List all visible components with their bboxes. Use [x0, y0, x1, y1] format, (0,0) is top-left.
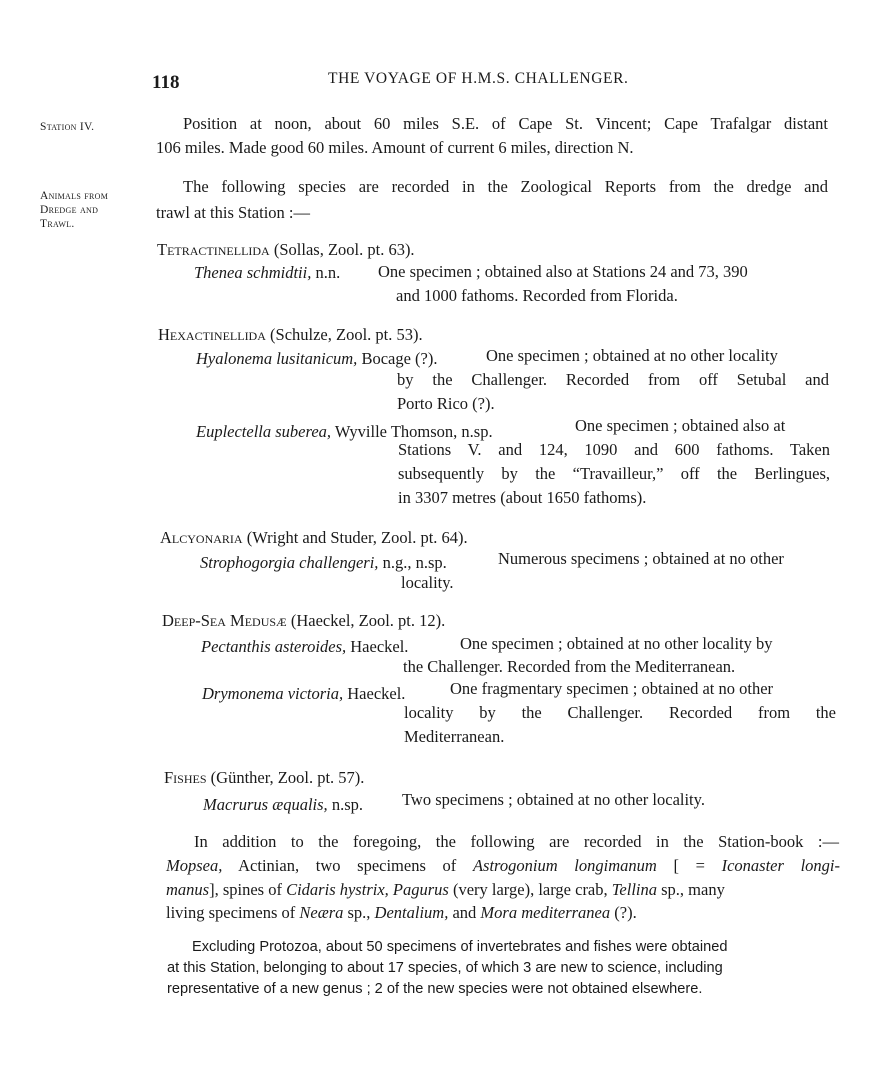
group-reference: (Wright and Studer, Zool. pt. 64). — [242, 528, 468, 547]
position-line-1: Position at noon, about 60 miles S.E. of Cape St. Vincent; Cape Trafalgar distant — [183, 114, 828, 133]
group-reference: (Günther, Zool. pt. 57). — [206, 768, 365, 787]
group-heading-alcyonaria — [160, 528, 468, 548]
summary-line-1: Excluding Protozoa, about 50 specimens of invertebrates and fishes were obtained — [192, 939, 728, 955]
species-name: Strophogorgia challengeri, — [200, 553, 379, 572]
species-note-line: One specimen ; obtained also at Stations 24 and 73, 390 — [378, 262, 748, 281]
species-name: manus — [166, 880, 210, 899]
species-note-line: locality by the Challenger. Recorded from the — [404, 703, 836, 722]
text-run: ], spines of — [209, 880, 287, 899]
species-name: Macrurus æqualis, — [203, 795, 328, 814]
species-name: Thenea schmidtii, — [194, 263, 312, 282]
margin-note-line: Animals from — [40, 190, 109, 202]
group-heading-hexactinellida — [158, 325, 423, 345]
species-note-line: Stations V. and 124, 1090 and 600 fathoms. Taken — [398, 440, 830, 459]
group-name: Hexactinellida — [158, 325, 266, 344]
station-book-line-3 — [166, 880, 840, 900]
text-run: sp., many — [657, 880, 725, 899]
position-line-2: 106 miles. Made good 60 miles. Amount of current 6 miles, direction N. — [156, 138, 634, 157]
margin-note-line: Trawl. — [40, 218, 75, 230]
species-pectanthis — [201, 637, 408, 657]
species-note-line: the Challenger. Recorded from the Mediterranean. — [403, 657, 736, 676]
species-hyalonema — [196, 349, 437, 369]
species-note-line: in 3307 metres (about 1650 fathoms). — [398, 488, 647, 507]
margin-note-station: Station IV. — [40, 121, 95, 133]
species-note-line: by the Challenger. Recorded from off Setubal and — [397, 370, 829, 389]
genus-name: Dentalium, — [374, 903, 449, 922]
running-title: THE VOYAGE OF H.M.S. CHALLENGER. — [328, 70, 629, 87]
species-note-line: One specimen ; obtained at no other locality by — [460, 634, 773, 653]
species-note-line: One specimen ; obtained at no other locality — [486, 346, 778, 365]
summary-line-2: at this Station, belonging to about 17 species, of which 3 are new to science, including — [167, 960, 723, 976]
genus-name: Pagurus — [392, 880, 449, 899]
text-run: living specimens of — [166, 903, 300, 922]
intro-line-2: trawl at this Station :— — [156, 203, 310, 222]
species-name: Iconaster longi- — [721, 856, 840, 875]
species-note-line: One specimen ; obtained also at — [575, 416, 786, 435]
species-name: Astrogonium longimanum — [472, 856, 657, 875]
group-reference: (Schulze, Zool. pt. 53). — [265, 325, 423, 344]
species-name: Hyalonema lusitanicum, — [196, 349, 358, 368]
species-strophogorgia — [200, 553, 447, 573]
group-heading-medusae — [162, 611, 445, 631]
species-note-line: Porto Rico (?). — [397, 394, 495, 413]
genus-name: Mopsea, — [166, 856, 223, 875]
text-run: (?). — [610, 903, 637, 922]
group-name: Fishes — [164, 768, 207, 787]
group-name: Alcyonaria — [160, 528, 243, 547]
species-author: Bocage (?). — [357, 349, 438, 368]
species-thenea — [194, 263, 340, 283]
group-name: Tetractinellida — [157, 240, 270, 259]
summary-line-3: representative of a new genus ; 2 of the new species were not obtained elsewhere. — [167, 981, 703, 997]
station-book-line-4 — [166, 903, 637, 923]
group-reference: (Sollas, Zool. pt. 63). — [269, 240, 415, 259]
page-number: 118 — [152, 72, 180, 93]
species-note-line: subsequently by the “Travailleur,” off the Berlingues, — [398, 464, 830, 483]
text-run: [ = — [656, 856, 722, 875]
station-book-line-2 — [166, 856, 840, 876]
intro-line-1: The following species are recorded in the Zoological Reports from the dredge and — [183, 177, 828, 196]
group-reference: (Haeckel, Zool. pt. 12). — [286, 611, 446, 630]
species-macrurus — [203, 795, 363, 815]
species-euplectella — [196, 422, 493, 442]
genus-name: Tellina — [611, 880, 658, 899]
species-author: Haeckel. — [343, 684, 406, 703]
species-note-line: Two specimens ; obtained at no other locality. — [402, 790, 705, 809]
species-name: Mora mediterranea — [480, 903, 611, 922]
text-run: Actinian, two specimens of — [222, 856, 473, 875]
species-note-line: One fragmentary specimen ; obtained at no other — [450, 679, 774, 698]
text-run: (very large), large crab, — [448, 880, 612, 899]
species-author: Haeckel. — [346, 637, 409, 656]
species-note-line: and 1000 fathoms. Recorded from Florida. — [396, 286, 678, 305]
species-author: n.g., n.sp. — [378, 553, 447, 572]
species-name: Cidaris hystrix, — [286, 880, 389, 899]
group-heading-tetractinellida — [157, 240, 415, 260]
station-book-line-1: In addition to the foregoing, the following are recorded in the Station-book :— — [194, 832, 839, 851]
species-author: Wyville Thomson, n.sp. — [331, 422, 493, 441]
margin-note-animals — [40, 189, 108, 231]
species-author: n.sp. — [327, 795, 363, 814]
margin-note-line: Dredge and — [40, 204, 99, 216]
species-drymonema — [202, 684, 405, 704]
genus-name: Neæra — [299, 903, 344, 922]
group-heading-fishes — [164, 768, 364, 788]
text-run: and — [448, 903, 481, 922]
group-name: Deep-Sea Medusæ — [162, 611, 287, 630]
species-name: Euplectella suberea, — [196, 422, 332, 441]
species-note-line: Numerous specimens ; obtained at no other — [498, 549, 784, 568]
species-note-line: Mediterranean. — [404, 727, 505, 746]
species-name: Drymonema victoria, — [202, 684, 344, 703]
species-author: n.n. — [311, 263, 341, 282]
species-name: Pectanthis asteroides, — [201, 637, 347, 656]
text-run: sp., — [343, 903, 375, 922]
species-note-line: locality. — [401, 573, 454, 592]
